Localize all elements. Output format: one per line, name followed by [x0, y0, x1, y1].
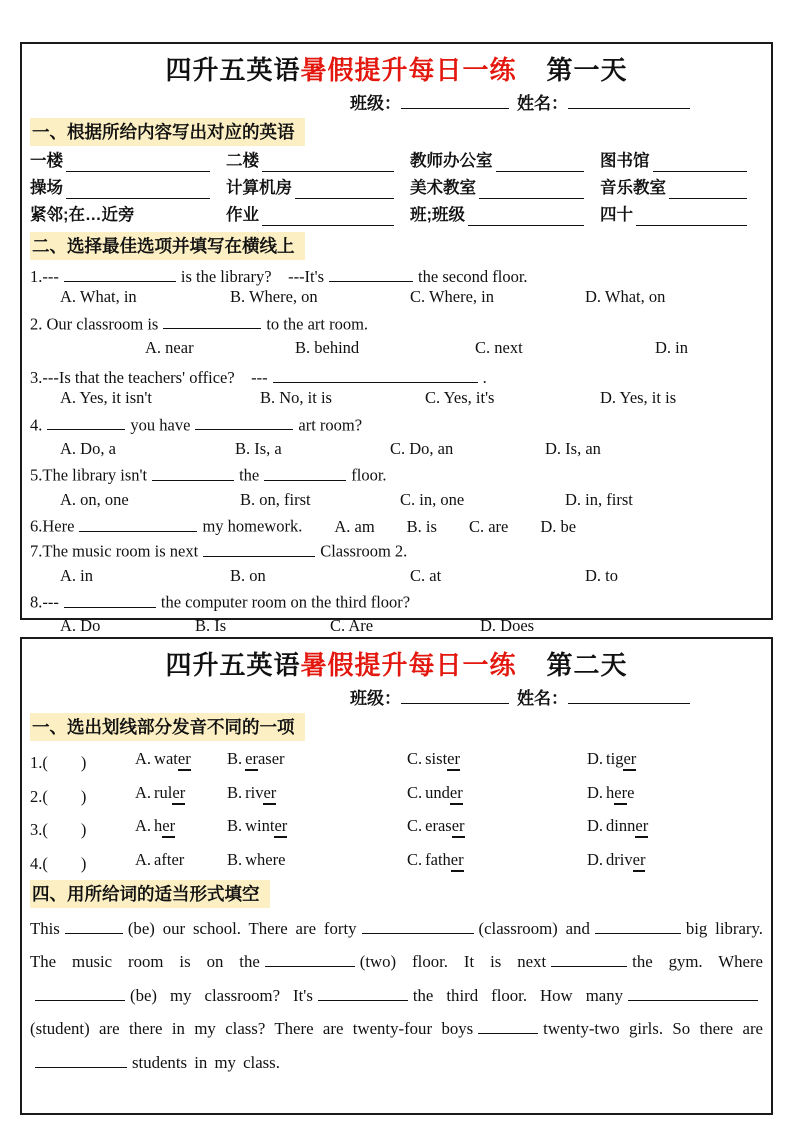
answer-blank	[628, 997, 758, 1001]
option-a: A. Do, a	[60, 439, 116, 459]
answer-blank	[64, 592, 156, 608]
phonics-row-1	[30, 743, 763, 777]
vocab-blank	[636, 224, 747, 226]
option-d: D. What, on	[585, 287, 666, 307]
title-day: 第一天	[546, 55, 628, 85]
section-header-2: 四、用所给词的适当形式填空	[30, 880, 763, 908]
option-c: C. at	[410, 565, 442, 585]
option-a: A. Do	[60, 616, 101, 636]
option-c: C. Yes, it's	[425, 388, 495, 408]
title-day: 第二天	[546, 650, 628, 680]
option-a: A. on, one	[60, 489, 129, 509]
answer-blank	[362, 930, 474, 934]
phonics-word: C. under	[407, 783, 587, 803]
vocab-term: 一楼	[30, 152, 63, 171]
vocab-row	[30, 202, 763, 229]
answer-blank	[35, 997, 125, 1001]
option-c: C. next	[475, 337, 523, 357]
phonics-word: A. after	[135, 849, 185, 869]
phonics-word: B. where	[227, 849, 286, 869]
question-4: 4. you have art room?	[30, 415, 363, 435]
vocab-cell	[226, 175, 410, 202]
phonics-row-4	[30, 844, 763, 878]
question-number: 4.( )	[30, 853, 87, 873]
section-header-1: 一、根据所给内容写出对应的英语	[30, 118, 763, 146]
title-highlight-red: 暑假提升每日一练	[300, 650, 517, 680]
vocab-term: 四十	[600, 206, 633, 225]
option-b: B. Is	[195, 616, 227, 636]
option-b: B. Where, on	[230, 287, 318, 307]
vocab-term: 操场	[30, 179, 63, 198]
answer-blank	[264, 465, 346, 481]
option-a: A. near	[145, 337, 194, 357]
question-number: 1.( )	[30, 753, 87, 772]
name-blank	[568, 688, 690, 704]
question-4-options	[30, 439, 763, 464]
vocab-term: 教师办公室	[410, 152, 493, 171]
answer-blank	[65, 930, 123, 934]
phonics-word: A. her	[135, 816, 227, 836]
vocab-blank	[496, 170, 585, 172]
question-3-options	[30, 388, 763, 413]
option-a: A. in	[60, 565, 93, 585]
phonics-word: B. eraser	[227, 749, 407, 769]
option-a: A. What, in	[60, 287, 137, 307]
vocab-cell	[30, 148, 226, 175]
option-d: D. Does	[480, 616, 535, 636]
vocab-blank	[262, 170, 394, 172]
option-d: D. in, first	[565, 489, 633, 509]
phonics-row-3	[30, 810, 763, 844]
question-1: 1.--- is the library? ---It's the second floor.	[30, 267, 528, 286]
worksheet-day1	[20, 42, 773, 636]
option-c: C. Are	[330, 616, 374, 636]
phonics-word: C. eraser	[407, 816, 587, 836]
worksheet-title	[30, 645, 763, 682]
phonics-word: C. father	[407, 850, 587, 870]
phonics-word: A. water	[135, 749, 227, 769]
vocab-term: 计算机房	[226, 179, 292, 198]
class-name-line	[30, 684, 763, 710]
option-b: B. behind	[295, 337, 360, 357]
vocab-blank	[653, 170, 748, 172]
option-c: C. Where, in	[410, 287, 495, 307]
option-d: D. Is, an	[545, 439, 601, 459]
vocab-cell	[410, 175, 600, 202]
vocab-blank	[262, 224, 394, 226]
question-6: 6.Here my homework. A. am B. is C. are D. be	[30, 516, 577, 536]
question-5: 5.The library isn't the floor.	[30, 466, 387, 486]
vocab-cell	[600, 175, 763, 202]
option-b: B. is	[406, 516, 437, 536]
vocab-term: 美术教室	[410, 179, 476, 198]
question-number: 2.( )	[30, 786, 87, 806]
phonics-word: C. sister	[407, 749, 587, 769]
fill-in-passage: This (be) our school. There are forty (classroom) and big library. The music room is on the (two) floor. It is next the gym. Where(be) my classroom? It's the third floor. How many(student) are there in my class? There are twenty-four boys twenty-two girls. So there arestudents in my class.	[30, 919, 763, 1072]
answer-blank	[195, 415, 293, 431]
option-d: D. be	[540, 516, 577, 536]
answer-blank	[203, 541, 315, 557]
question-7-options	[30, 566, 763, 591]
vocab-row	[30, 148, 763, 175]
answer-blank	[478, 1030, 538, 1034]
answer-blank	[265, 963, 355, 967]
vocab-blank	[669, 197, 747, 199]
option-c: C. Do, an	[390, 439, 454, 459]
title-course: 四升五英语	[165, 55, 301, 85]
phonics-word: B. winter	[227, 816, 407, 836]
phonics-word: D. here	[587, 783, 763, 803]
phonics-word: A. ruler	[135, 783, 227, 803]
answer-blank	[47, 415, 125, 431]
question-8: 8.--- the computer room on the third floor?	[30, 592, 411, 612]
title-highlight-red: 暑假提升每日一练	[300, 55, 517, 85]
option-c: C. in, one	[400, 489, 465, 509]
vocab-blank	[468, 224, 584, 226]
option-a: A. am	[334, 516, 375, 536]
answer-blank	[551, 963, 627, 967]
phonics-word: D. driver	[587, 850, 763, 870]
vocab-blank	[66, 170, 210, 172]
title-course: 四升五英语	[165, 650, 301, 680]
class-label: 班级：	[350, 94, 401, 113]
vocab-blank	[66, 197, 210, 199]
option-b: B. on	[230, 565, 266, 585]
answer-blank	[329, 266, 413, 282]
vocab-cell	[30, 175, 226, 202]
question-2: 2. Our classroom is to the art room.	[30, 314, 369, 334]
vocab-cell	[410, 202, 600, 229]
vocab-cell	[226, 202, 410, 229]
vocab-row	[30, 175, 763, 202]
answer-blank	[318, 997, 408, 1001]
vocab-blank	[295, 197, 394, 199]
option-c: C. are	[468, 516, 509, 536]
phonics-word: B. river	[227, 783, 407, 803]
name-blank	[568, 93, 690, 109]
name-label: 姓名：	[517, 689, 568, 708]
answer-blank	[35, 1064, 127, 1068]
answer-blank	[79, 516, 197, 532]
option-d: D. in	[655, 337, 688, 357]
vocab-term: 图书馆	[600, 152, 650, 171]
question-number: 3.( )	[30, 820, 87, 839]
answer-blank	[163, 314, 261, 330]
class-name-line	[30, 89, 763, 115]
option-b: B. Is, a	[235, 439, 282, 459]
vocab-blank	[479, 197, 584, 199]
worksheet-day2	[20, 637, 773, 1115]
option-a: A. Yes, it isn't	[60, 388, 152, 408]
vocab-term: 班;班级	[410, 206, 465, 225]
section-header-1: 一、选出划线部分发音不同的一项	[30, 713, 763, 741]
phonics-row-2	[30, 777, 763, 811]
question-1-options	[30, 287, 763, 312]
vocab-term: 紧邻;在…近旁	[30, 206, 135, 225]
vocab-cell	[30, 202, 226, 229]
vocab-term: 作业	[226, 206, 259, 225]
class-blank	[401, 688, 509, 704]
vocab-cell	[600, 202, 763, 229]
option-d: D. Yes, it is	[600, 388, 677, 408]
answer-blank	[64, 266, 176, 282]
vocab-cell	[226, 148, 410, 175]
vocab-cell	[410, 148, 600, 175]
option-d: D. to	[585, 565, 618, 585]
option-b: B. No, it is	[260, 388, 332, 408]
class-blank	[401, 93, 509, 109]
question-3: 3.---Is that the teachers' office? --- .	[30, 368, 487, 388]
section-header-2: 二、选择最佳选项并填写在横线上	[30, 232, 763, 260]
answer-blank	[152, 465, 234, 481]
class-label: 班级：	[350, 689, 401, 708]
phonics-word: D. dinner	[587, 816, 763, 836]
question-2-options	[30, 338, 763, 363]
phonics-word: D. tiger	[587, 749, 763, 769]
answer-blank	[595, 930, 681, 934]
answer-blank	[273, 368, 478, 384]
name-label: 姓名：	[517, 94, 568, 113]
vocab-term: 二楼	[226, 152, 259, 171]
vocab-term: 音乐教室	[600, 179, 666, 198]
worksheet-title	[30, 50, 763, 87]
question-5-options	[30, 490, 763, 515]
option-b: B. on, first	[240, 489, 311, 509]
question-7: 7.The music room is next Classroom 2.	[30, 541, 408, 561]
vocab-cell	[600, 148, 763, 175]
